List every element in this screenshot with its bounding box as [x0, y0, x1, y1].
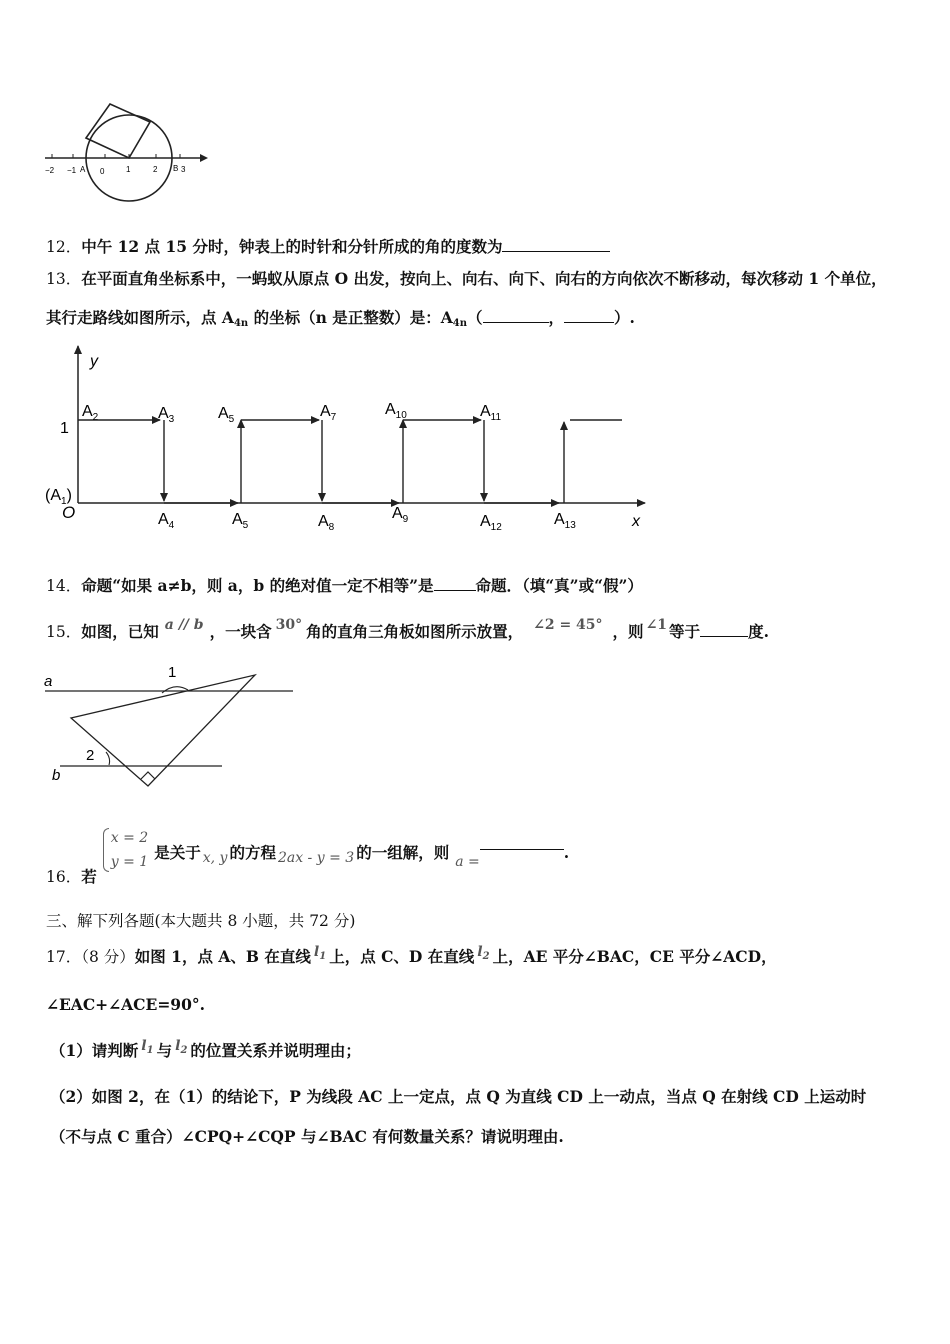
question-text: 的一组解，则 — [356, 843, 450, 862]
question-number: 14． — [46, 577, 82, 595]
question-text: 的位置关系并说明理由； — [190, 1041, 361, 1060]
tick-label: −1 — [67, 166, 77, 175]
math-l2: $l_2$ — [477, 944, 490, 962]
question-17-part2-line1: （2）如图 2，在（1）的结论下，P 为线段 AC 上一定点，点 Q 为直线 CD 上一动点，当点 Q 在射线 CD 上运动时 — [50, 1087, 867, 1106]
question-text: 上，点 C、D 在直线 — [329, 947, 475, 966]
question-number: 16． — [46, 868, 82, 886]
label-2: 2 — [86, 747, 95, 764]
question-text: 命题．（填“真”或“假”） — [475, 576, 643, 595]
math-l1: $l_1$ — [313, 944, 327, 962]
answer-blank-y[interactable] — [564, 306, 614, 323]
point-label-a3: $A_3$ — [158, 405, 175, 425]
question-text: 如图，已知 — [81, 622, 159, 641]
question-text: （1）请判断 — [50, 1041, 139, 1060]
tick-label: −2 — [45, 166, 55, 175]
question-text: 在平面直角坐标系中，一蚂蚁从原点 O 出发，按向上、向右、向下、向右的方向依次不断移动，每次移动 1 个单位， — [81, 269, 887, 288]
point-label-a12: $A_{12}$ — [480, 513, 502, 533]
tick-label: 0 — [100, 167, 105, 176]
score: （8 分） — [81, 948, 135, 966]
question-text: 上，AE 平分∠BAC，CE 平分∠ACD， — [492, 947, 777, 966]
label-b: b — [52, 767, 61, 784]
question-17-line1 — [46, 946, 777, 974]
tick-label: 1 — [126, 165, 131, 174]
point-label-a4: $A_4$ — [158, 511, 175, 531]
answer-blank[interactable] — [434, 574, 476, 591]
question-14 — [46, 574, 643, 597]
question-text: 的坐标（n 是正整数）是：A — [248, 308, 453, 327]
question-text: 的方程 — [229, 843, 276, 862]
answer-blank[interactable] — [480, 833, 564, 850]
section-title: 三、解下列各题(本大题共 8 小题，共 72 分) — [46, 912, 356, 930]
answer-blank-x[interactable] — [483, 306, 549, 323]
question-17-part2-line2: （不与点 C 重合）∠CPQ+∠CQP 与∠BAC 有何数量关系？请说明理由. — [50, 1127, 564, 1146]
math-a: a = — [455, 854, 480, 870]
math-30deg: 30° — [275, 617, 303, 633]
question-text: 如图 1，点 A、B 在直线 — [134, 947, 311, 966]
right-angle-mark — [141, 772, 155, 779]
tick-label: 2 — [153, 165, 158, 174]
subscript: 4n — [233, 318, 249, 329]
subscript: 4n — [452, 318, 467, 329]
question-13-line2 — [46, 306, 635, 335]
paren-close: ）. — [614, 308, 635, 327]
period: . — [563, 843, 570, 862]
question-17-line2: ∠EAC+∠ACE=90°. — [46, 995, 206, 1014]
math-equation: 2ax - y = 3 — [277, 850, 355, 866]
question-12 — [46, 235, 610, 258]
paren-open: （ — [467, 308, 483, 327]
angle-2-arc — [106, 752, 110, 765]
point-label-a8: $A_8$ — [318, 513, 335, 533]
point-label-a2: $A_2$ — [82, 403, 99, 423]
tick-label: B — [173, 164, 179, 173]
math-parallel: a // b — [164, 617, 204, 633]
question-text: 是关于 — [154, 843, 201, 862]
math-angle2: ∠2 = 45° — [533, 617, 603, 633]
number-line-arrow — [200, 154, 208, 162]
answer-blank[interactable] — [700, 620, 748, 637]
point-label-a5: $A_5$ — [232, 511, 249, 531]
question-text: 与 — [156, 1041, 173, 1060]
question-number: 12． — [46, 238, 82, 256]
tick-label: 3 — [181, 165, 186, 174]
equation-y: y = 1 — [110, 854, 149, 870]
label-1: 1 — [168, 664, 177, 681]
equation-system — [103, 826, 148, 874]
point-label-a13: $A_{13}$ — [554, 511, 576, 531]
question-number: 15． — [46, 623, 82, 641]
question-text: 其行走路线如图所示，点 A — [46, 308, 234, 327]
question-text: 等于 — [669, 622, 701, 641]
question-text: ，则 — [612, 622, 644, 641]
triangle-parallel-figure — [40, 660, 310, 795]
label-a: a — [44, 673, 53, 690]
point-label-a10: $A_{10}$ — [385, 401, 407, 421]
question-number: 17． — [46, 948, 82, 966]
math-angle1: ∠1 — [645, 617, 668, 633]
comma: ， — [548, 308, 565, 327]
math-vars: x, y — [202, 850, 228, 866]
number-line-circle-figure — [40, 95, 220, 210]
question-16 — [46, 826, 570, 886]
question-text: 中午 12 点 15 分时，钟表上的时针和分针所成的角的度数为 — [81, 237, 503, 256]
question-text: ，一块含 — [209, 622, 272, 641]
point-label-a11: $A_{11}$ — [480, 403, 502, 423]
point-label-a5-top: $A_5$ — [218, 405, 235, 425]
y-axis-label: y — [90, 353, 98, 370]
question-text: 若 — [81, 867, 97, 886]
question-text: 度. — [748, 622, 769, 641]
answer-blank[interactable] — [502, 235, 610, 252]
tick-label: A — [80, 165, 86, 174]
question-text: 角的直角三角板如图所示放置， — [306, 622, 524, 641]
math-l1: $l_1$ — [141, 1038, 154, 1056]
origin-label: O — [62, 503, 76, 522]
ant-path-figure — [40, 338, 660, 538]
point-label-a7: $A_7$ — [320, 403, 337, 423]
x-axis-label: x — [632, 513, 640, 530]
y-tick-1: 1 — [60, 420, 69, 437]
point-label-a1: $(A_1)$ — [45, 487, 72, 507]
point-label-a9: $A_9$ — [392, 505, 409, 525]
question-15 — [46, 617, 769, 644]
equation-x: x = 2 — [110, 830, 149, 846]
question-text: 命题“如果 a≠b，则 a，b 的绝对值一定不相等”是 — [81, 576, 434, 595]
question-13-line1 — [46, 268, 887, 290]
question-17-part1 — [50, 1040, 361, 1068]
question-number: 13． — [46, 270, 82, 288]
math-l2: $l_2$ — [175, 1038, 188, 1056]
